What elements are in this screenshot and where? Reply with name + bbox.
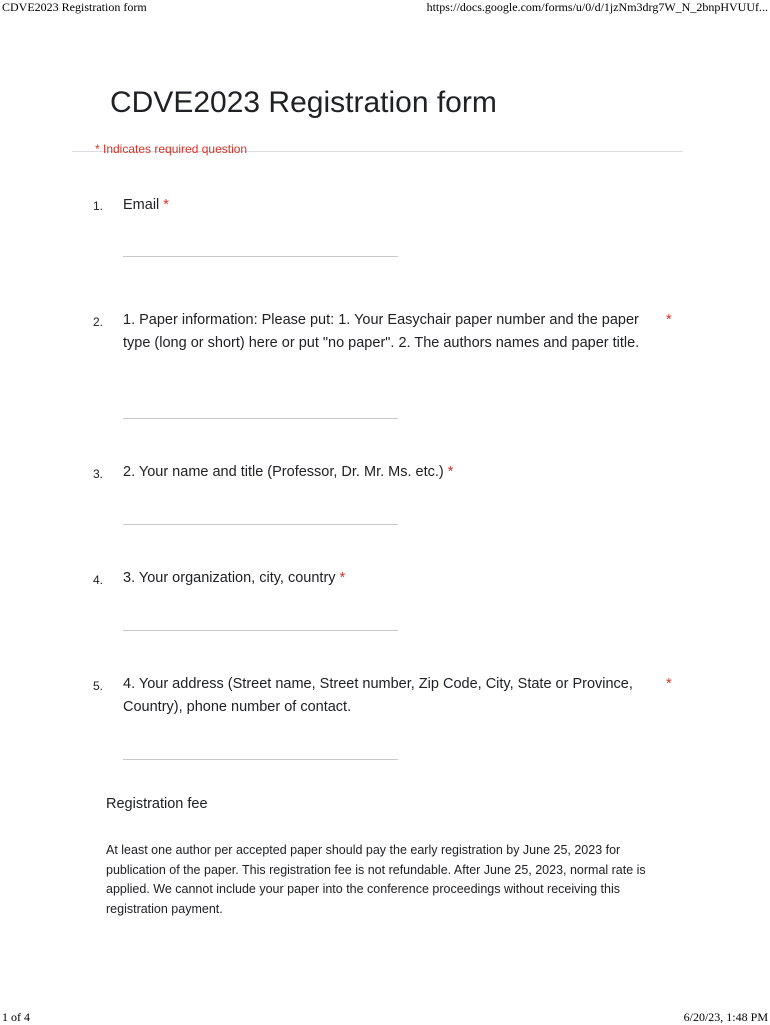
- email-answer-field[interactable]: [123, 256, 398, 257]
- question-text: Email: [123, 197, 160, 213]
- address-answer-field[interactable]: [123, 759, 398, 760]
- required-star: *: [666, 312, 672, 328]
- question-text: 2. Your name and title (Professor, Dr. Mr. Ms. etc.): [123, 464, 444, 480]
- question-number: 4.: [93, 573, 104, 587]
- print-header-url: https://docs.google.com/forms/u/0/d/1jzNm3drg7W_N_2bnpHVUUf...: [426, 0, 768, 14]
- print-footer-datetime: 6/20/23, 1:48 PM: [683, 1010, 768, 1024]
- question-label-email: [123, 194, 663, 217]
- question-label-address: 4. Your address (Street name, Street number, Zip Code, City, State or Province, Country), phone number of contact.: [123, 676, 633, 715]
- question-number: 2.: [93, 315, 104, 329]
- print-header-title: CDVE2023 Registration form: [2, 0, 147, 14]
- name-title-answer-field[interactable]: [123, 524, 398, 525]
- required-note: * Indicates required question: [95, 142, 248, 156]
- question-label-name-title: [123, 461, 663, 484]
- print-footer-page: 1 of 4: [2, 1010, 30, 1024]
- question-number: 5.: [93, 679, 104, 693]
- required-star: *: [447, 464, 454, 480]
- question-label-paper-information: 1. Paper information: Please put: 1. Your Easychair paper number and the paper type (long or short) here or put "no paper". 2. The authors names and paper title.: [123, 312, 640, 351]
- paper-information-answer-field[interactable]: [123, 418, 398, 419]
- question-label-organization: [123, 567, 663, 590]
- required-star: *: [339, 570, 346, 586]
- question-number: 3.: [93, 467, 104, 481]
- organization-answer-field[interactable]: [123, 630, 398, 631]
- question-number: 1.: [93, 199, 104, 213]
- required-star: *: [666, 676, 672, 692]
- section-title-registration-fee: Registration fee: [106, 796, 208, 812]
- question-text: 3. Your organization, city, country: [123, 570, 336, 586]
- form-title: CDVE2023 Registration form: [110, 86, 497, 119]
- section-description: At least one author per accepted paper should pay the early registration by June 25, 2023 for publication of the paper. This registration fee is not refundable. After June 25, 2023, normal rate is applied. We cannot include your paper into the conference proceedings without receiving this registration payment.: [106, 843, 646, 916]
- required-star: *: [163, 197, 169, 213]
